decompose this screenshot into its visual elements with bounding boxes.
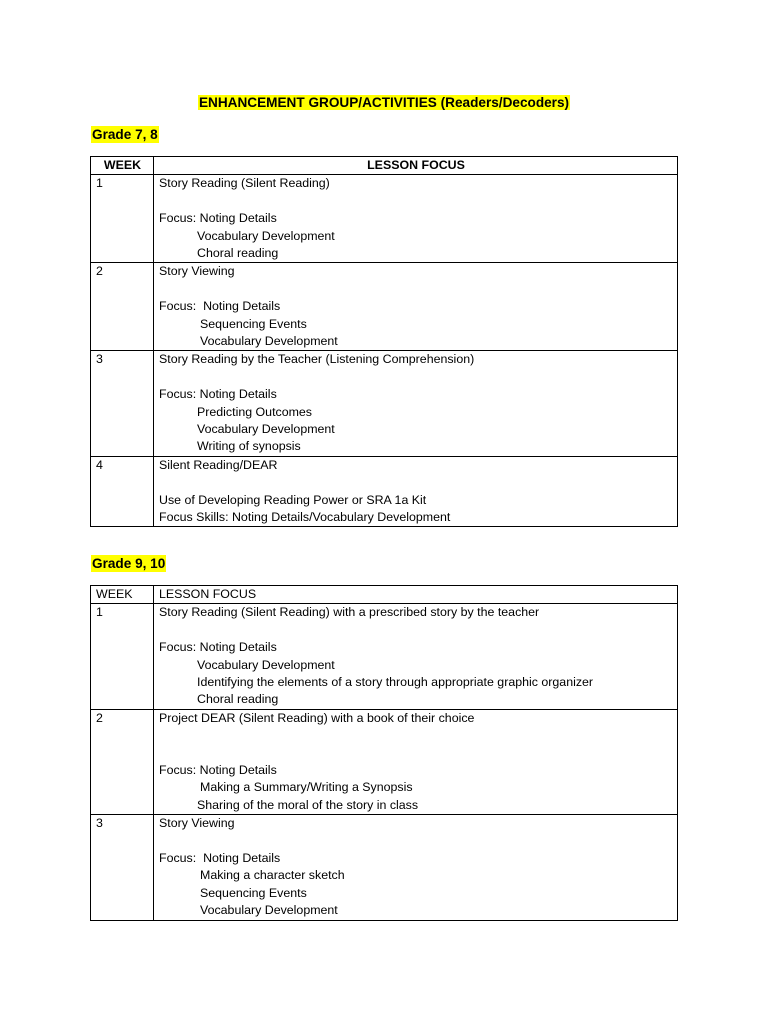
lesson-focus-cell xyxy=(154,263,678,351)
lesson-line: Story Viewing xyxy=(159,816,235,831)
lesson-line: Story Viewing xyxy=(159,264,235,279)
lesson-line: Project DEAR (Silent Reading) with a book of their choice xyxy=(159,710,475,725)
lesson-table-grade-9-10 xyxy=(90,585,678,921)
lesson-line: Making a Summary/Writing a Synopsis xyxy=(200,780,413,795)
week-column-header: WEEK xyxy=(91,586,154,604)
table-row xyxy=(91,456,678,527)
blank-line xyxy=(159,281,673,298)
lesson-line: Focus: Noting Details xyxy=(159,640,277,655)
lesson-line: Story Reading by the Teacher (Listening Comprehension) xyxy=(159,352,475,367)
table-row xyxy=(91,604,678,709)
lesson-line: Focus: Noting Details xyxy=(159,851,281,866)
week-cell: 2 xyxy=(91,263,154,351)
week-cell: 3 xyxy=(91,815,154,920)
lesson-line: Choral reading xyxy=(197,246,279,261)
lesson-line: Focus: Noting Details xyxy=(159,299,281,314)
lesson-line: Making a character sketch xyxy=(200,868,345,883)
blank-line xyxy=(159,727,673,744)
lesson-line: Sequencing Events xyxy=(200,885,307,900)
blank-line xyxy=(159,369,673,386)
lesson-line: Vocabulary Development xyxy=(197,657,335,672)
table-row xyxy=(91,263,678,351)
blank-line xyxy=(159,622,673,639)
lesson-focus-cell xyxy=(154,709,678,814)
lesson-line: Sequencing Events xyxy=(200,316,307,331)
lesson-line: Focus: Noting Details xyxy=(159,763,277,778)
lesson-line: Sharing of the moral of the story in class xyxy=(197,797,419,812)
lesson-focus-cell xyxy=(154,175,678,263)
blank-line xyxy=(159,474,673,491)
week-cell: 1 xyxy=(91,175,154,263)
lesson-line: Silent Reading/DEAR xyxy=(159,457,278,472)
lesson-line: Writing of synopsis xyxy=(197,439,301,454)
lesson-table-grade-7-8 xyxy=(90,156,678,527)
week-cell: 2 xyxy=(91,709,154,814)
lesson-line: Focus: Noting Details xyxy=(159,387,277,402)
lesson-line: Use of Developing Reading Power or SRA 1a Kit xyxy=(159,492,427,507)
table-row xyxy=(91,175,678,263)
lesson-line: Focus: Noting Details xyxy=(159,211,277,226)
week-cell: 3 xyxy=(91,351,154,456)
lesson-line: Vocabulary Development xyxy=(197,422,335,437)
week-column-header: WEEK xyxy=(91,157,154,175)
lesson-focus-cell xyxy=(154,351,678,456)
lesson-focus-column-header: LESSON FOCUS xyxy=(154,586,678,604)
blank-line xyxy=(159,833,673,850)
lesson-line: Choral reading xyxy=(197,692,279,707)
blank-line xyxy=(159,745,673,762)
lesson-focus-cell xyxy=(154,604,678,709)
table-row xyxy=(91,351,678,456)
table-row xyxy=(91,709,678,814)
table-header-row xyxy=(91,157,678,175)
lesson-line: Identifying the elements of a story through appropriate graphic organizer xyxy=(197,675,594,690)
lesson-line: Focus Skills: Noting Details/Vocabulary Development xyxy=(159,510,451,525)
lesson-line: Story Reading (Silent Reading) xyxy=(159,176,330,191)
lesson-line: Story Reading (Silent Reading) with a prescribed story by the teacher xyxy=(159,605,540,620)
lesson-line: Vocabulary Development xyxy=(200,334,338,349)
table-row xyxy=(91,815,678,920)
table-header-row xyxy=(91,586,678,604)
section-heading-grade-9-10: Grade 9, 10 xyxy=(92,556,166,571)
lesson-focus-cell xyxy=(154,815,678,920)
document-title: ENHANCEMENT GROUP/ACTIVITIES (Readers/Decoders) xyxy=(198,95,570,110)
week-cell: 4 xyxy=(91,456,154,527)
lesson-line: Predicting Outcomes xyxy=(197,404,313,419)
blank-line xyxy=(159,193,673,210)
lesson-focus-column-header: LESSON FOCUS xyxy=(154,157,678,175)
lesson-focus-cell xyxy=(154,456,678,527)
lesson-line: Vocabulary Development xyxy=(197,228,335,243)
section-heading-grade-7-8: Grade 7, 8 xyxy=(92,127,158,142)
lesson-line: Vocabulary Development xyxy=(200,903,338,918)
week-cell: 1 xyxy=(91,604,154,709)
